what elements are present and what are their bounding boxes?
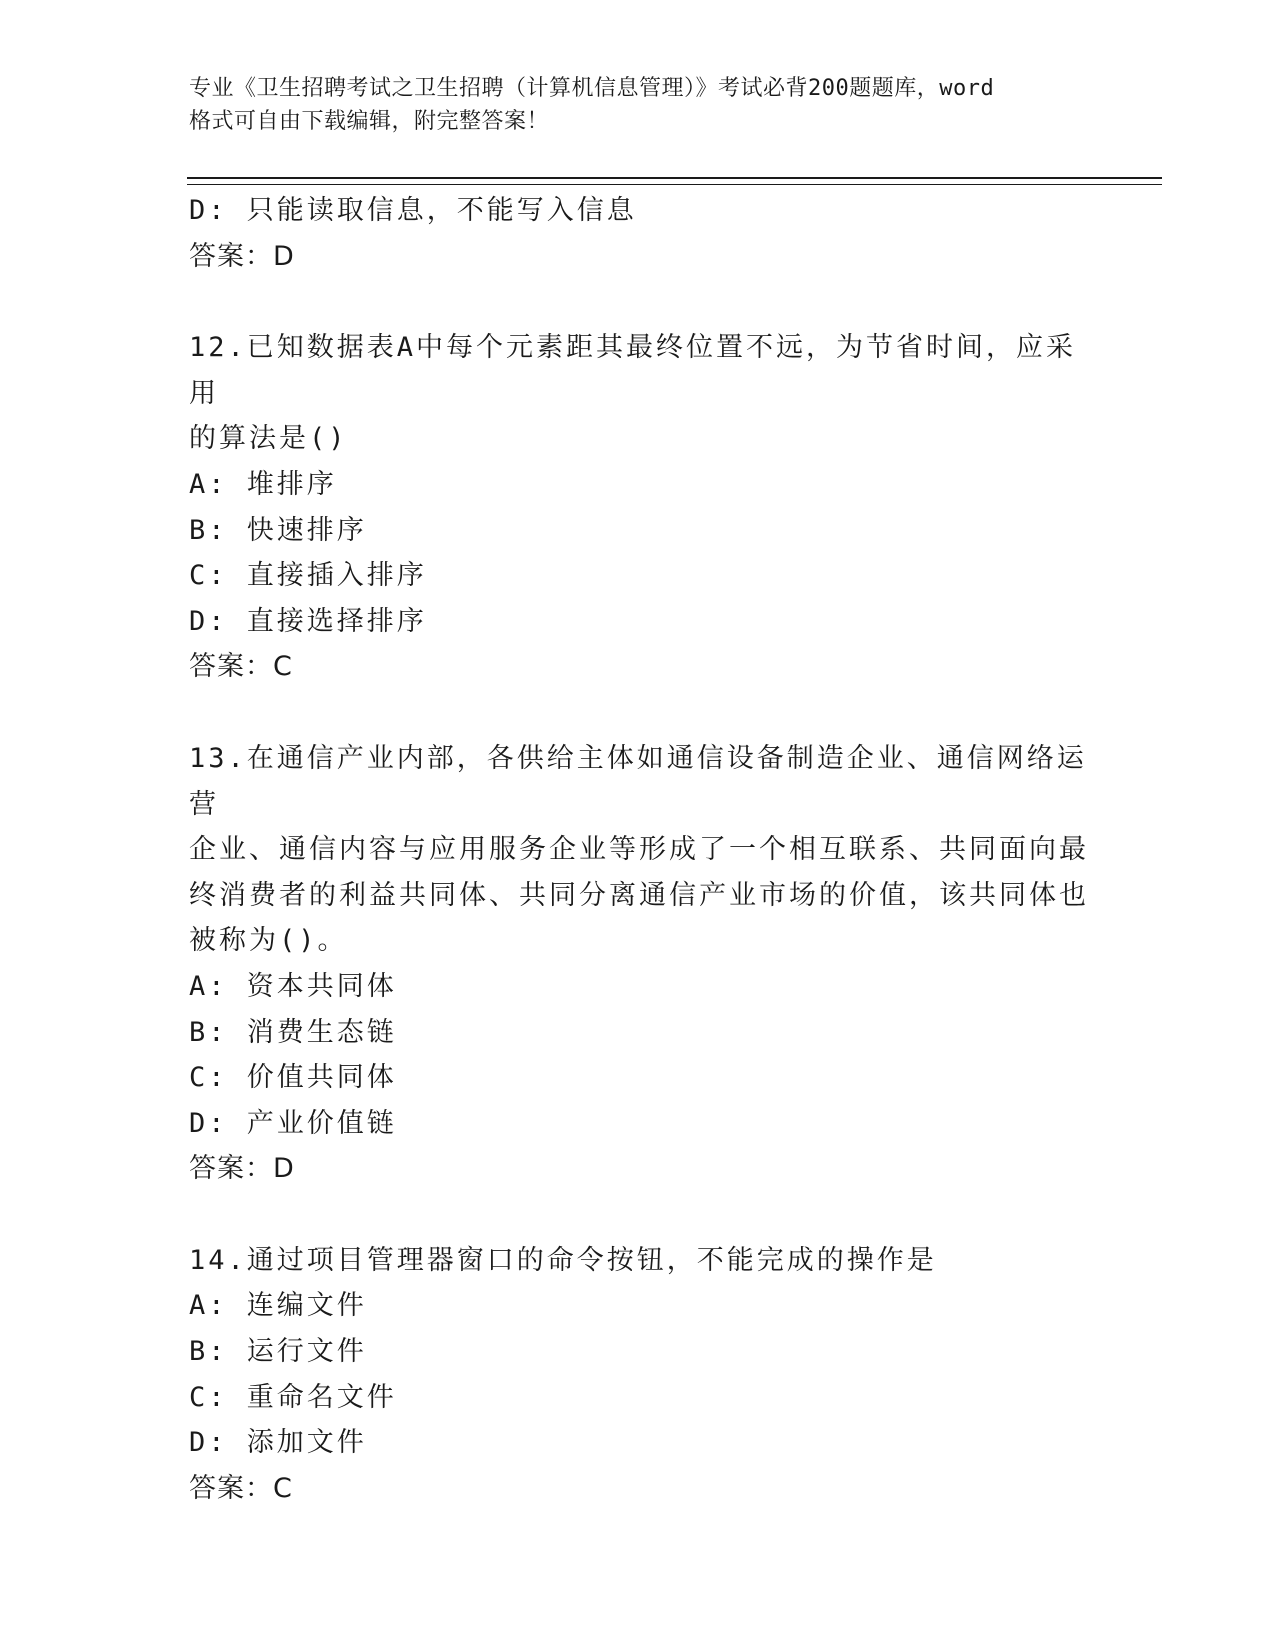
question-12 bbox=[189, 325, 1089, 690]
answer-line: 答案：D bbox=[189, 1153, 295, 1185]
spacer bbox=[189, 279, 1089, 325]
question-list bbox=[189, 188, 1089, 1511]
question-stem-line: 13.在通信产业内部，各供给主体如通信设备制造企业、通信网络运营 bbox=[189, 742, 1087, 820]
document-header bbox=[189, 72, 1089, 138]
header-divider bbox=[187, 177, 1162, 185]
option-b: B: 快速排序 bbox=[189, 514, 367, 546]
answer-line: 答案：D bbox=[189, 240, 295, 272]
question-stem-line: 12.已知数据表A中每个元素距其最终位置不远，为节省时间，应采用 bbox=[189, 332, 1077, 409]
option-a: A: 连编文件 bbox=[189, 1290, 367, 1322]
header-line-1: 专业《卫生招聘考试之卫生招聘（计算机信息管理）》考试必背200题题库，word bbox=[189, 76, 995, 101]
spacer bbox=[189, 690, 1089, 736]
option-d: D: 产业价值链 bbox=[189, 1107, 397, 1139]
option-d: D: 直接选择排序 bbox=[189, 605, 427, 637]
question-14 bbox=[189, 1238, 1089, 1512]
option-c: C: 直接插入排序 bbox=[189, 560, 427, 592]
question-13 bbox=[189, 736, 1089, 1192]
option-d: D: 只能读取信息，不能写入信息 bbox=[189, 195, 637, 226]
question-stem-line: 的算法是() bbox=[189, 423, 348, 455]
option-c: C: 价值共同体 bbox=[189, 1062, 397, 1094]
option-a: A: 堆排序 bbox=[189, 468, 337, 500]
answer-line: 答案：C bbox=[189, 1472, 293, 1504]
answer-line: 答案：C bbox=[189, 651, 293, 683]
question-stem-line: 企业、通信内容与应用服务企业等形成了一个相互联系、共同面向最 bbox=[189, 834, 1089, 866]
question-stem-line: 终消费者的利益共同体、共同分离通信产业市场的价值，该共同体也 bbox=[189, 879, 1089, 911]
question-stem-line: 被称为()。 bbox=[189, 925, 348, 957]
option-b: B: 消费生态链 bbox=[189, 1016, 397, 1048]
option-a: A: 资本共同体 bbox=[189, 970, 397, 1002]
option-d: D: 添加文件 bbox=[189, 1427, 367, 1459]
header-line-2: 格式可自由下载编辑，附完整答案！ bbox=[189, 109, 550, 134]
previous-question-tail bbox=[189, 188, 1089, 279]
question-stem-line: 14.通过项目管理器窗口的命令按钮，不能完成的操作是 bbox=[189, 1244, 937, 1276]
option-c: C: 重命名文件 bbox=[189, 1381, 397, 1413]
option-b: B: 运行文件 bbox=[189, 1336, 367, 1368]
spacer bbox=[189, 1192, 1089, 1238]
